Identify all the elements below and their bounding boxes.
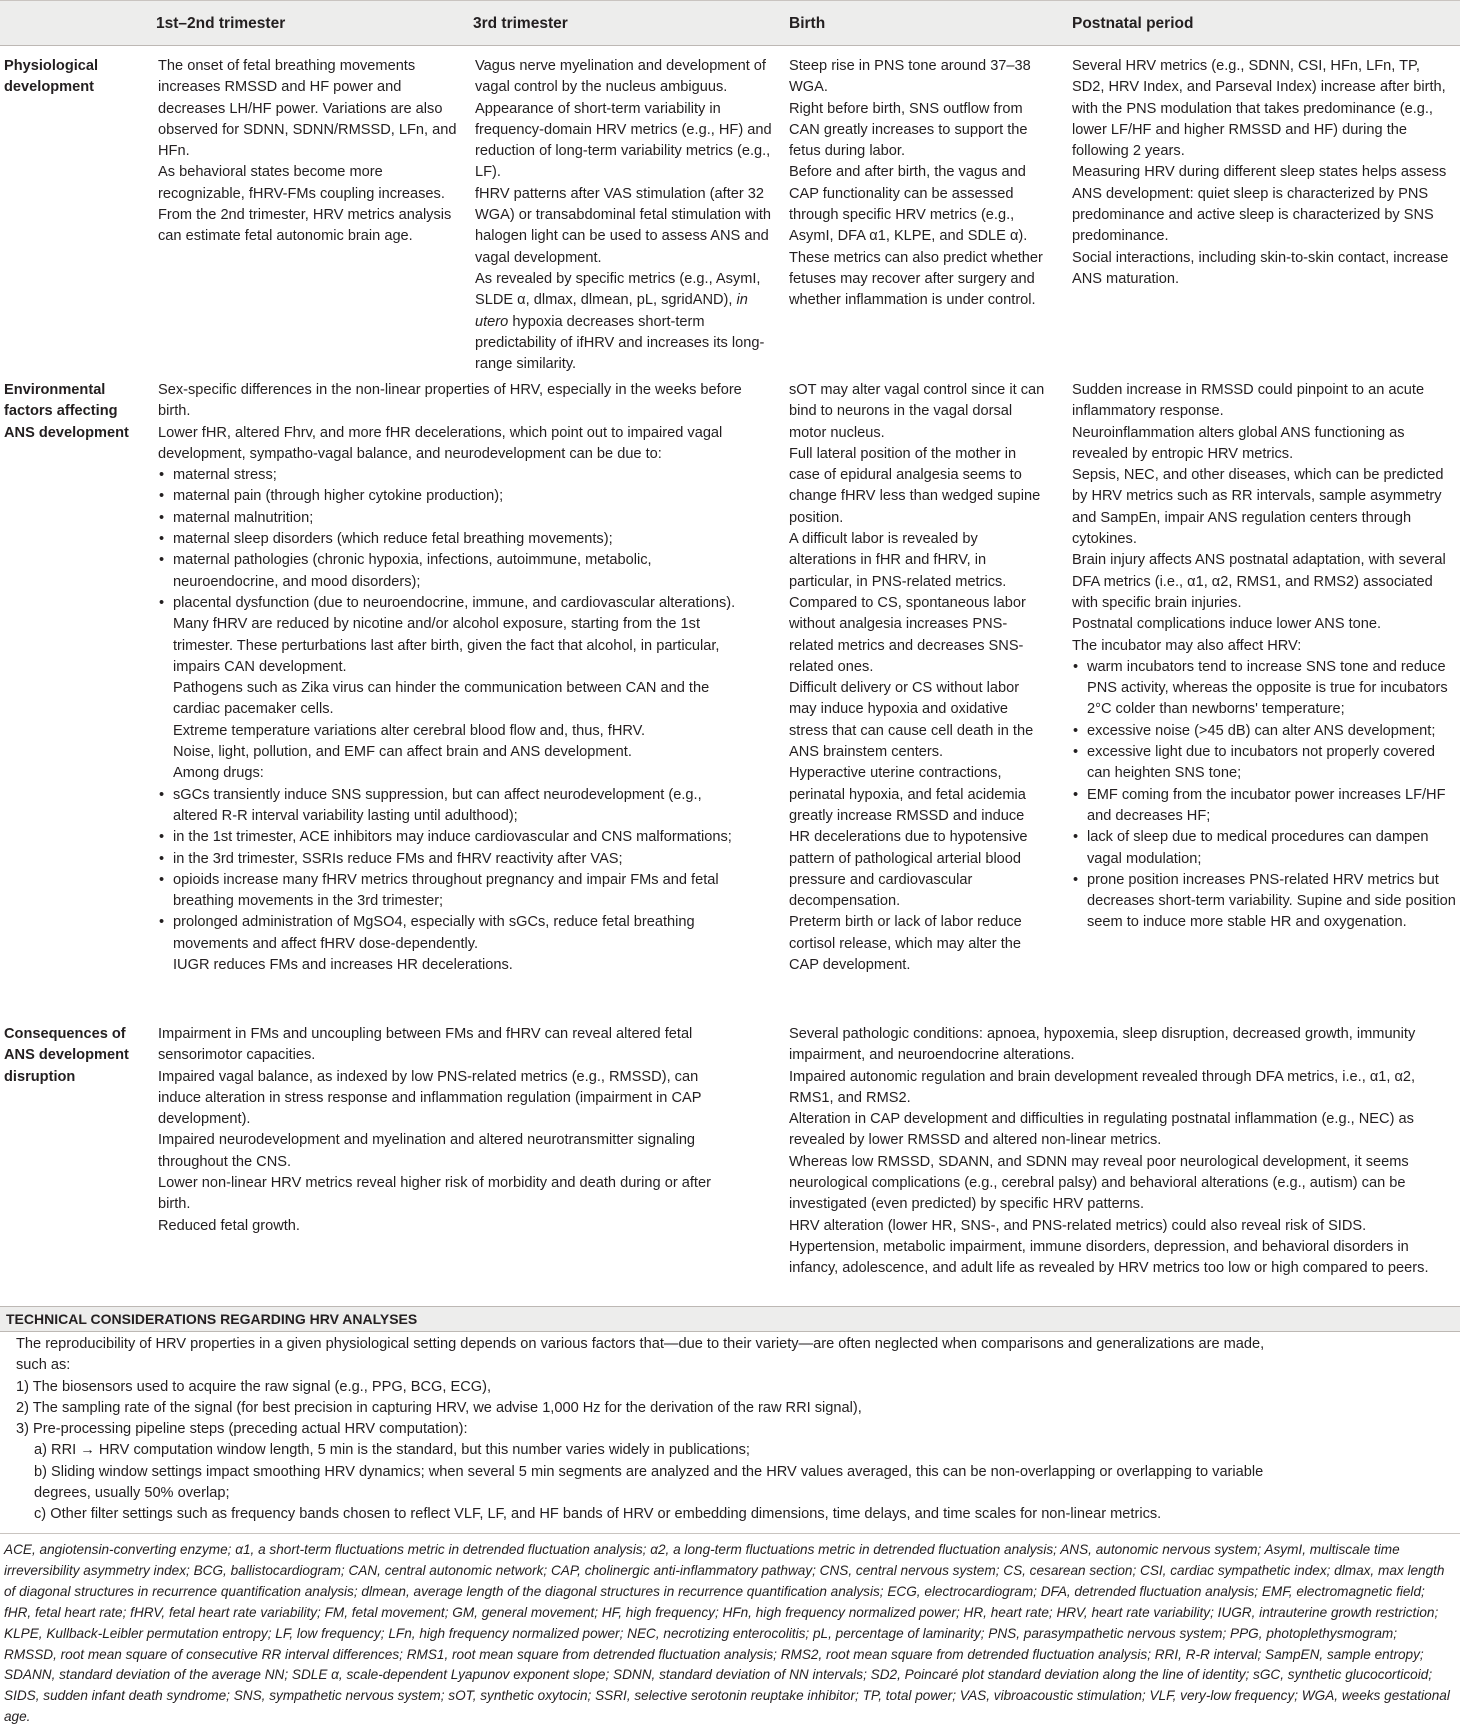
cell-consequences-birth-postnatal bbox=[789, 1024, 1429, 1280]
paragraph: Social interactions, including skin-to-skin contact, increase ANS maturation. bbox=[1072, 249, 1449, 287]
paragraph: Full lateral position of the mother in case of epidural analgesia seems to change fHRV less than wedged supine position. bbox=[789, 445, 1041, 526]
bullet-list bbox=[158, 785, 748, 955]
paragraph: Alteration in CAP development and difficulties in regulating postnatal inflammation (e.g., NEC) as revealed by lower RMSSD and altered non-linear metrics. bbox=[789, 1111, 1414, 1149]
paragraph: Reduced fetal growth. bbox=[158, 1217, 300, 1234]
cell-physio-3rd-trimester bbox=[475, 56, 773, 375]
paragraph: Lower fHR, altered Fhrv, and more fHR decelerations, which point out to impaired vagal development, sympatho-vagal balance, and neurodevelopment can be due to: bbox=[158, 424, 723, 462]
italic-term: in utero bbox=[475, 292, 748, 330]
paragraph: Before and after birth, the vagus and CAP functionality can be assessed through specific HRV metrics (e.g., AsymI, DFA α1, KLPE, and SDLE α). bbox=[789, 164, 1028, 245]
paragraph: Sex-specific differences in the non-linear properties of HRV, especially in the weeks before birth. bbox=[158, 382, 742, 420]
list-item: • in the 1st trimester, ACE inhibitors may induce cardiovascular and CNS malformations; bbox=[158, 827, 748, 848]
column-header-1st-2nd-trimester: 1st–2nd trimester bbox=[156, 15, 286, 32]
column-header-postnatal-period: Postnatal period bbox=[1072, 15, 1194, 32]
abbreviations-footnote: ACE, angiotensin-converting enzyme; α1, a short-term fluctuations metric in detrended fluctuation analysis; α2, a long-term fluctuations metric in detrended fluctuation analysis; ANS, autonomic nervous system; AsymI, multiscale time irreversibility asymmetry index; BCG, ballistocardiogram; CAN, central autonomic network; CAP, cholinergic anti-inflammatory pathway; CNS, central nervous system; CS, cesarean section; CSI, cardiac sympathetic index; dlmax, max length of diagonal structures in recurrence quantification analysis; dlmean, average length of the diagonal structures in recurrence quantification analysis; ECG, electrocardiogram; DFA, detrended fluctuation analysis; EMF, electromagnetic field; fHR, fetal heart rate; fHRV, fetal heart rate variability; FM, fetal movement; GM, general movement; HF, high frequency; HFn, high frequency normalized power; HR, heart rate; HRV, heart rate variability; IUGR, intrauterine growth restriction; KLPE, Kullback-Leibler permutation entropy; LF, low frequency; LFn, high frequency normalized power; NEC, necrotizing enterocolitis; pL, percentage of laminarity; PNS, parasympathetic nervous system; PPG, photoplethysmogram; RMSSD, root mean square of consecutive RR interval differences; RMS1, root mean square from detrended fluctuation analysis; RMS2, root mean square from detrended fluctuation analysis; RRI, R-R interval; SampEN, sample entropy; SDANN, standard deviation of the average NN; SDLE α, scale-dependent Lyapunov exponent slope; SDNN, standard deviation of NN intervals; SD2, Poincaré plot standard deviation along the line of identity; sGC, synthetic glucocorticoid; SIDS, sudden infant death syndrome; SNS, sympathetic nervous system; sOT, synthetic oxytocin; SSRI, selective serotonin reuptake inhibitor; TP, total power; VAS, vibroacoustic stimulation; VLF, very-low frequency; WGA, weeks gestational age. bbox=[4, 1542, 1450, 1725]
paragraph bbox=[475, 269, 773, 375]
technical-subitem: a) RRI → HRV computation window length, 5 min is the standard, but this number varies widely in publications; bbox=[34, 1442, 750, 1459]
paragraph: Measuring HRV during different sleep states helps assess ANS development: quiet sleep is characterized by PNS predominance and active sleep is characterized by SNS predominance. bbox=[1072, 164, 1447, 245]
technical-section-title: TECHNICAL CONSIDERATIONS REGARDING HRV ANALYSES bbox=[6, 1311, 418, 1327]
list-item: • EMF coming from the incubator power increases LF/HF and decreases HF; bbox=[1072, 785, 1456, 828]
row-label-environmental-factors: Environmental factors affecting ANS development bbox=[4, 382, 129, 441]
paragraph: Appearance of short-term variability in frequency-domain HRV metrics (e.g., HF) and reduction of long-term variability metrics (e.g., LF). bbox=[475, 100, 772, 181]
technical-item: 1) The biosensors used to acquire the raw signal (e.g., PPG, BCG, ECG), bbox=[16, 1378, 492, 1395]
bullet-list bbox=[1072, 657, 1456, 934]
cell-consequences-trimesters bbox=[158, 1024, 738, 1237]
paragraph: Whereas low RMSSD, SDANN, and SDNN may reveal poor neurological development, it seems neurological complications (e.g., cerebral palsy) and behavioral alterations (e.g., autism) can be investigated (even predicted) by specific HRV patterns. bbox=[789, 1153, 1409, 1213]
paragraph: Lower non-linear HRV metrics reveal higher risk of morbidity and death during or after birth. bbox=[158, 1175, 711, 1213]
column-header-3rd-trimester: 3rd trimester bbox=[473, 15, 568, 32]
technical-section-body bbox=[16, 1334, 1266, 1526]
paragraph: Brain injury affects ANS postnatal adaptation, with several DFA metrics (i.e., α1, α2, RMS1, and RMS2) associated with specific brain injuries. bbox=[1072, 552, 1446, 611]
column-header-birth: Birth bbox=[789, 15, 826, 32]
paragraph: Sudden increase in RMSSD could pinpoint to an acute inflammatory response. bbox=[1072, 382, 1425, 420]
paragraph: Neuroinflammation alters global ANS functioning as revealed by entropic HRV metrics. bbox=[1072, 424, 1405, 462]
list-item: • excessive noise (>45 dB) can alter ANS development; bbox=[1072, 721, 1456, 742]
list-item: • maternal stress; bbox=[158, 465, 748, 486]
paragraph: IUGR reduces FMs and increases HR decelerations. bbox=[173, 957, 513, 974]
list-item: • sGCs transiently induce SNS suppression, but can affect neurodevelopment (e.g., altered R-R interval variability lasting until adulthood); bbox=[158, 785, 748, 828]
paragraph: As behavioral states become more recognizable, fHRV-FMs coupling increases. bbox=[158, 164, 445, 202]
paragraph: Postnatal complications induce lower ANS tone. bbox=[1072, 616, 1382, 633]
paragraph: Several pathologic conditions: apnoea, hypoxemia, sleep disruption, decreased growth, immunity impairment, and neuroendocrine alterations. bbox=[789, 1026, 1416, 1064]
paragraph: HRV alteration (lower HR, SNS-, and PNS-related metrics) could also reveal risk of SIDS. bbox=[789, 1217, 1367, 1234]
paragraph: From the 2nd trimester, HRV metrics analysis can estimate fetal autonomic brain age. bbox=[158, 207, 452, 245]
paragraph: Preterm birth or lack of labor reduce cortisol release, which may alter the CAP development. bbox=[789, 914, 1022, 974]
technical-item: 2) The sampling rate of the signal (for best precision in capturing HRV, we advise 1,000 Hz for the derivation of the raw RRI signal), bbox=[16, 1399, 862, 1416]
paragraph: The onset of fetal breathing movements increases RMSSD and HF power and decreases LH/HF power. Variations are also observed for SDNN, SDNN/RMSSD, LFn, and HFn. bbox=[158, 58, 457, 160]
paragraph: Noise, light, pollution, and EMF can affect brain and ANS development. bbox=[173, 744, 632, 761]
list-item: • warm incubators tend to increase SNS tone and reduce PNS activity, whereas the opposite is true for incubators 2°C colder than newborns' temperature; bbox=[1072, 657, 1456, 721]
paragraph: Steep rise in PNS tone around 37–38 WGA. bbox=[789, 58, 1031, 96]
paragraph: sOT may alter vagal control since it can bind to neurons in the vagal dorsal motor nucleus. bbox=[789, 382, 1045, 441]
paragraph: Many fHRV are reduced by nicotine and/or alcohol exposure, starting from the 1st trimester. These perturbations last after birth, given the fact that alcohol, in particular, impairs CAN development. bbox=[173, 616, 720, 675]
list-item: • lack of sleep due to medical procedures can dampen vagal modulation; bbox=[1072, 827, 1456, 870]
paragraph: Compared to CS, spontaneous labor without analgesia increases PNS-related metrics and decreases SNS-related ones. bbox=[789, 594, 1026, 675]
paragraph: A difficult labor is revealed by alterations in fHR and fHRV, in particular, in PNS-related metrics. bbox=[789, 531, 1007, 590]
list-item: • prone position increases PNS-related HRV metrics but decreases short-term variability. Supine and side position seem to induce more stable HR and oxygenation. bbox=[1072, 870, 1456, 934]
paragraph: Difficult delivery or CS without labor may induce hypoxia and oxidative stress that can cause cell death in the ANS brainstem centers. bbox=[789, 680, 1034, 761]
paragraph: Hyperactive uterine contractions, perinatal hypoxia, and fetal acidemia greatly increase RMSSD and induce HR decelerations due to hypotensive pattern of pathological arterial blood pressure and cardiovascular decompensation. bbox=[789, 765, 1028, 910]
paragraph: Impairment in FMs and uncoupling between FMs and fHRV can reveal altered fetal sensorimotor capacities. bbox=[158, 1026, 693, 1064]
paragraph: Extreme temperature variations alter cerebral blood flow and, thus, fHRV. bbox=[173, 722, 646, 739]
row-label-physiological-development: Physiological development bbox=[4, 58, 99, 96]
paragraph: Impaired neurodevelopment and myelination and altered neurotransmitter signaling throughout the CNS. bbox=[158, 1132, 696, 1170]
paragraph: Among drugs: bbox=[173, 765, 264, 782]
list-item: • maternal malnutrition; bbox=[158, 508, 748, 529]
paragraph: The incubator may also affect HRV: bbox=[1072, 637, 1302, 654]
technical-subitem: b) Sliding window settings impact smoothing HRV dynamics; when several 5 min segments are analyzed and the HRV values averaged, this can be non-overlapping or overlapping to variable degrees, usually 50% overlap; bbox=[34, 1463, 1264, 1502]
paragraph: These metrics can also predict whether fetuses may recover after surgery and whether inflammation is under control. bbox=[789, 249, 1043, 309]
technical-rule-bottom bbox=[0, 1331, 1460, 1332]
header-rule bbox=[0, 45, 1460, 46]
cell-env-trimesters bbox=[158, 380, 748, 976]
paragraph: Pathogens such as Zika virus can hinder the communication between CAN and the cardiac pacemaker cells. bbox=[173, 680, 710, 718]
list-item: • opioids increase many fHRV metrics throughout pregnancy and impair FMs and fetal breathing movements in the 3rd trimester; bbox=[158, 870, 748, 913]
text-run: hypoxia decreases short-term predictability of ifHRV and increases its long-range similarity. bbox=[475, 313, 765, 373]
paragraph: Right before birth, SNS outflow from CAN greatly increases to support the fetus during labor. bbox=[789, 100, 1028, 160]
list-item: • placental dysfunction (due to neuroendocrine, immune, and cardiovascular alterations). bbox=[158, 593, 748, 614]
text-run: As revealed by specific metrics (e.g., AsymI, SLDE α, dlmax, dlmean, pL, sgridAND), bbox=[475, 270, 761, 309]
paragraph: Several HRV metrics (e.g., SDNN, CSI, HFn, LFn, TP, SD2, HRV Index, and Parseval Index) increase after birth, with the PNS modulation that takes predominance (e.g., lower LF/HF and higher RMSSD and HF) during the following 2 years. bbox=[1072, 58, 1446, 160]
bullet-list bbox=[158, 465, 748, 614]
technical-item: 3) Pre-processing pipeline steps (preceding actual HRV computation): bbox=[16, 1421, 468, 1438]
list-item: • in the 3rd trimester, SSRIs reduce FMs and fHRV reactivity after VAS; bbox=[158, 849, 748, 870]
paragraph: Sepsis, NEC, and other diseases, which can be predicted by HRV metrics such as RR intervals, sample asymmetry and SampEn, impair ANS regulation centers through cytokines. bbox=[1072, 467, 1444, 548]
footnote-rule bbox=[0, 1533, 1460, 1534]
list-item: • excessive light due to incubators not properly covered can heighten SNS tone; bbox=[1072, 742, 1456, 785]
cell-physio-postnatal bbox=[1072, 56, 1456, 290]
paragraph: fHRV patterns after VAS stimulation (after 32 WGA) or transabdominal fetal stimulation with halogen light can be used to assess ANS and vagal development. bbox=[475, 185, 772, 266]
list-item: • maternal pain (through higher cytokine production); bbox=[158, 486, 748, 507]
cell-physio-birth bbox=[789, 56, 1045, 312]
cell-physio-1st-2nd-trimester bbox=[158, 56, 458, 248]
paragraph: Impaired vagal balance, as indexed by low PNS-related metrics (e.g., RMSSD), can induce alteration in stress response and inflammation regulation (impairment in CAP development). bbox=[158, 1068, 702, 1128]
paragraph: Hypertension, metabolic impairment, immune disorders, depression, and behavioral disorders in infancy, adolescence, and adult life as revealed by HRV metrics too low or high compared to peers. bbox=[789, 1238, 1429, 1277]
row-label-consequences: Consequences of ANS development disruption bbox=[4, 1026, 129, 1085]
list-item: • prolonged administration of MgSO4, especially with sGCs, reduce fetal breathing movements and affect fHRV dose-dependently. bbox=[158, 912, 748, 955]
list-item: • maternal sleep disorders (which reduce fetal breathing movements); bbox=[158, 529, 748, 550]
paragraph: Vagus nerve myelination and development of vagal control by the nucleus ambiguus. bbox=[475, 58, 766, 96]
technical-subitem: c) Other filter settings such as frequency bands chosen to reflect VLF, LF, and HF bands of HRV or embedding dimensions, time delays, and time scales for non-linear metrics. bbox=[34, 1506, 1162, 1523]
paragraph: Impaired autonomic regulation and brain development revealed through DFA metrics, i.e., α1, α2, RMS1, and RMS2. bbox=[789, 1068, 1416, 1106]
list-item: • maternal pathologies (chronic hypoxia, infections, autoimmune, metabolic, neuroendocrine, and mood disorders); bbox=[158, 550, 748, 593]
cell-env-postnatal bbox=[1072, 380, 1456, 934]
technical-intro: The reproducibility of HRV properties in a given physiological setting depends on various factors that—due to their variety—are often neglected when comparisons and generalizations are made, such as: bbox=[16, 1336, 1265, 1374]
cell-env-birth bbox=[789, 380, 1045, 976]
